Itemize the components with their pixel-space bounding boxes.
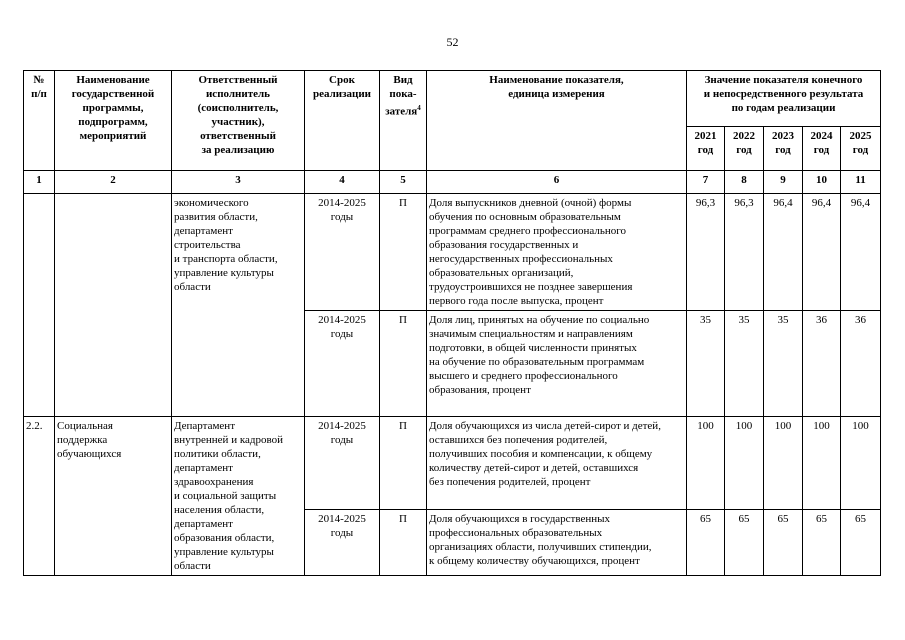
row-value-2024: 65	[803, 509, 841, 575]
row-value-2023: 35	[764, 311, 803, 417]
column-number: 10	[803, 171, 841, 194]
header-indicator-type-label: Вид пока- зателя	[385, 74, 418, 118]
column-number: 8	[725, 171, 764, 194]
header-row	[24, 71, 881, 127]
row-indicator-type: П	[380, 194, 427, 311]
row-name-cell: Социальная поддержка обучающихся	[55, 417, 172, 576]
column-number: 7	[687, 171, 725, 194]
column-numbers-row	[24, 171, 881, 194]
row-value-2022: 35	[725, 311, 764, 417]
header-indicator-name: Наименование показателя, единица измерения	[427, 71, 687, 171]
header-num: № п/п	[24, 71, 55, 171]
row-value-2023: 100	[764, 417, 803, 510]
row-value-2023: 96,4	[764, 194, 803, 311]
row-value-2025: 36	[841, 311, 881, 417]
row-indicator-name: Доля обучающихся в государственных профессиональных образовательных организациях области, получивших стипендии, к общему количеству обучающихся, процент	[427, 509, 687, 575]
row-num-cell	[24, 194, 55, 417]
table-row	[24, 417, 881, 510]
column-number: 9	[764, 171, 803, 194]
header-year: 2022 год	[725, 127, 764, 171]
row-num-cell: 2.2.	[24, 417, 55, 576]
header-year: 2023 год	[764, 127, 803, 171]
row-indicator-type: П	[380, 417, 427, 510]
row-value-2025: 96,4	[841, 194, 881, 311]
row-term: 2014-2025 годы	[305, 417, 380, 510]
footnote-marker: 4	[417, 104, 421, 112]
row-value-2025: 100	[841, 417, 881, 510]
row-value-2022: 100	[725, 417, 764, 510]
table-row	[24, 194, 881, 311]
row-value-2024: 36	[803, 311, 841, 417]
header-indicator-type	[380, 71, 427, 171]
row-name-cell	[55, 194, 172, 417]
header-year: 2024 год	[803, 127, 841, 171]
header-responsible: Ответственный исполнитель (соисполнитель, участник), ответственный за реализацию	[172, 71, 305, 171]
row-value-2021: 100	[687, 417, 725, 510]
row-value-2021: 35	[687, 311, 725, 417]
row-indicator-type: П	[380, 509, 427, 575]
row-indicator-name: Доля обучающихся из числа детей-сирот и детей, оставшихся без попечения родителей, получивших пособия и компенсации, к общему количеству детей-сирот и детей, оставшихся без попечения родителей, процент	[427, 417, 687, 510]
row-value-2023: 65	[764, 509, 803, 575]
row-term: 2014-2025 годы	[305, 311, 380, 417]
row-value-2024: 100	[803, 417, 841, 510]
row-indicator-name: Доля лиц, принятых на обучение по социально значимым специальностям и направлениям подготовки, в общей численности принятых на обучение по образовательным программам высшего и среднего профессионального образования, процент	[427, 311, 687, 417]
row-responsible-cell: Департамент внутренней и кадровой политики области, департамент здравоохранения и социальной защиты населения области, департамент образования области, управление культуры области	[172, 417, 305, 576]
row-responsible-cell: экономического развития области, департамент строительства и транспорта области, управление культуры области	[172, 194, 305, 417]
column-number: 11	[841, 171, 881, 194]
row-value-2021: 96,3	[687, 194, 725, 311]
row-value-2024: 96,4	[803, 194, 841, 311]
column-number: 3	[172, 171, 305, 194]
column-number: 6	[427, 171, 687, 194]
row-term: 2014-2025 годы	[305, 509, 380, 575]
header-term: Срок реализации	[305, 71, 380, 171]
row-value-2022: 96,3	[725, 194, 764, 311]
header-year: 2021 год	[687, 127, 725, 171]
column-number: 4	[305, 171, 380, 194]
header-year: 2025 год	[841, 127, 881, 171]
column-number: 1	[24, 171, 55, 194]
row-value-2021: 65	[687, 509, 725, 575]
page-number: 52	[446, 35, 459, 49]
row-indicator-name: Доля выпускников дневной (очной) формы обучения по основным образовательным программам среднего профессионального образования государственных и негосударственных профессиональных образовательных организаций, трудоустроившихся не позднее завершения первого года после выпуска, процент	[427, 194, 687, 311]
indicator-table	[23, 70, 881, 576]
row-value-2025: 65	[841, 509, 881, 575]
row-indicator-type: П	[380, 311, 427, 417]
column-number: 5	[380, 171, 427, 194]
column-number: 2	[55, 171, 172, 194]
header-values-group: Значение показателя конечного и непосредственного результата по годам реализации	[687, 71, 881, 127]
row-term: 2014-2025 годы	[305, 194, 380, 311]
header-program-name: Наименование государственной программы, подпрограмм, мероприятий	[55, 71, 172, 171]
row-value-2022: 65	[725, 509, 764, 575]
